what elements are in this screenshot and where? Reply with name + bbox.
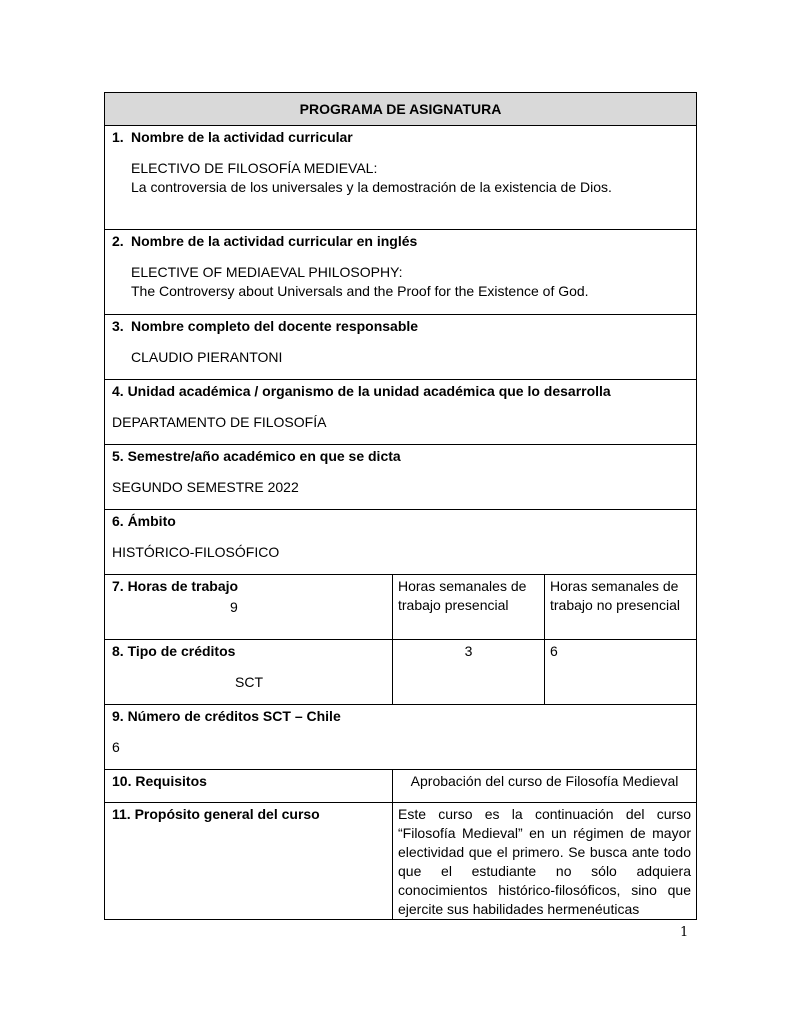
- section-2-line2: The Controversy about Universals and the Proof for the Existence of God.: [131, 283, 589, 299]
- section-4: [105, 380, 697, 445]
- section-5: [105, 445, 697, 510]
- section-3-heading: 3. Nombre completo del docente responsable: [112, 318, 419, 334]
- section-2: [105, 230, 697, 315]
- section-5-value: SEGUNDO SEMESTRE 2022: [112, 479, 299, 495]
- section-1-line1: ELECTIVO DE FILOSOFÍA MEDIEVAL:: [131, 160, 378, 176]
- section-7-heading: 7. Horas de trabajo: [112, 578, 239, 594]
- section-2-line1: ELECTIVE OF MEDIAEVAL PHILOSOPHY:: [131, 264, 403, 280]
- section-7-value: 9: [230, 599, 238, 615]
- section-6: [105, 510, 697, 575]
- section-10-heading: 10. Requisitos: [105, 770, 393, 803]
- section-8-presential-value: 3: [393, 640, 545, 705]
- section-4-heading: 4. Unidad académica / organismo de la unidad académica que lo desarrolla: [112, 383, 611, 399]
- section-9-value: 6: [112, 739, 120, 755]
- section-8-heading: 8. Tipo de créditos: [112, 643, 236, 659]
- page-number: 1: [680, 925, 689, 940]
- section-1: [105, 126, 697, 230]
- section-6-heading: 6. Ámbito: [112, 513, 176, 529]
- section-3: [105, 315, 697, 380]
- section-4-value: DEPARTAMENTO DE FILOSOFÍA: [112, 414, 327, 430]
- section-1-line2: La controversia de los universales y la demostración de la existencia de Dios.: [131, 179, 612, 195]
- section-10: [105, 770, 697, 803]
- section-9: [105, 705, 697, 770]
- section-7-presential-hours-label: Horas semanales de trabajo presencial: [393, 575, 545, 640]
- section-3-value: CLAUDIO PIERANTONI: [131, 349, 283, 365]
- section-10-value: Aprobación del curso de Filosofía Medieval: [393, 770, 697, 803]
- section-8-nonpresential-value: 6: [545, 640, 697, 705]
- section-7-nonpresential-hours-label: Horas semanales de trabajo no presencial: [545, 575, 697, 640]
- program-table: [104, 92, 697, 920]
- section-9-heading: 9. Número de créditos SCT – Chile: [112, 708, 341, 724]
- section-1-heading: 1. Nombre de la actividad curricular: [112, 129, 353, 145]
- section-6-value: HISTÓRICO-FILOSÓFICO: [112, 544, 280, 560]
- section-8: [105, 640, 697, 705]
- section-5-heading: 5. Semestre/año académico en que se dicta: [112, 448, 401, 464]
- page-title: PROGRAMA DE ASIGNATURA: [105, 93, 697, 126]
- section-11-heading: 11. Propósito general del curso: [105, 803, 393, 920]
- section-8-value: SCT: [235, 674, 263, 690]
- section-11-value: Este curso es la continuación del curso “Filosofía Medieval” en un régimen de mayor electividad que el primero. Se busca ante todo que el estudiante no sólo adquiera conocimientos histórico-filosóficos, sino que ejercite sus habilidades hermenéuticas: [393, 803, 697, 920]
- section-11: [105, 803, 697, 920]
- section-7: [105, 575, 697, 640]
- section-2-heading: 2. Nombre de la actividad curricular en inglés: [112, 233, 418, 249]
